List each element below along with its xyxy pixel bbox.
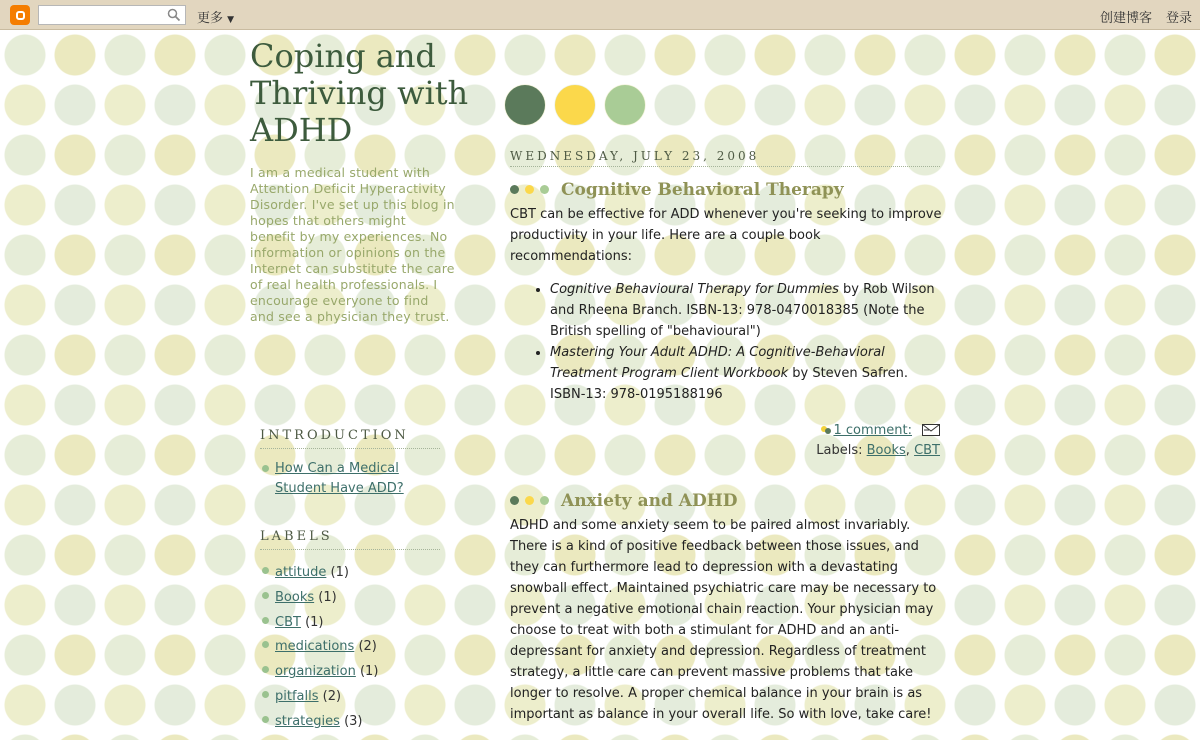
label-separator: ,: [905, 443, 910, 458]
label-count: (1): [318, 589, 337, 605]
book-details: by Rob Wilson and Rheena Branch. ISBN-13: 978-0470018385 (Note the British spelling of "behavioural"): [550, 282, 935, 339]
more-menu[interactable]: [197, 7, 234, 26]
blog-title[interactable]: Coping and Thriving with ADHD: [250, 37, 469, 149]
introduction-heading: INTRODUCTION: [260, 428, 440, 449]
label-count: (1): [359, 664, 379, 680]
label-link[interactable]: medications: [275, 639, 355, 655]
label-link[interactable]: strategies: [275, 713, 340, 729]
intro-link[interactable]: How Can a Medical Student Have ADD?: [275, 461, 404, 496]
book-details: by Steven Safren. ISBN-13: 978-0195188196: [550, 366, 908, 402]
labels-heading: LABELS: [260, 529, 440, 550]
email-post-icon[interactable]: [922, 424, 940, 436]
label-count: (2): [358, 639, 377, 655]
book-title: Cognitive Behavioural Therapy for Dummies: [550, 282, 839, 297]
post-title-link[interactable]: Cognitive Behavioral Therapy: [561, 180, 844, 200]
label-item: [260, 561, 450, 586]
post-body: ADHD and some anxiety seem to be paired almost invariably. There is a kind of positive feedback between those issues, and they can furthermore lead to depression with a devastating snowball effect. Maintained psychiatric care may be necessary to prevent a negative emotional chain reaction. Your physician may choose to treat with both a stimulant for ADHD and an anti-depressant for anxiety and depression. Regardless of treatment strategy, a little care can prevent massive problems that take longer to resolve. A proper chemical balance in your brain is as important as balance in your overall life. So with love, take care!: [510, 518, 937, 722]
login-link[interactable]: 登录: [1166, 11, 1193, 26]
book-item: [550, 279, 942, 342]
label-item: [260, 685, 450, 710]
caret-down-icon: ▼: [227, 15, 235, 25]
label-link[interactable]: Books: [275, 589, 315, 605]
post-title: [510, 490, 940, 511]
book-title: Mastering Your Adult ADHD: A Cognitive-Behavioral Treatment Program Client Workbook: [550, 345, 885, 381]
search-icon[interactable]: [167, 8, 181, 22]
label-item: [260, 710, 450, 735]
date-header: WEDNESDAY, JULY 23, 2008: [510, 149, 940, 167]
post-body: [510, 204, 942, 405]
post-label-link[interactable]: Books: [866, 443, 906, 458]
circle-light-icon: [605, 85, 645, 125]
introduction-list: [260, 459, 450, 499]
post-intro: CBT can be effective for ADD whenever you're seeking to improve productivity in your life. Here are a couple book recommendations:: [510, 207, 942, 264]
post-title-link[interactable]: Anxiety and ADHD: [561, 491, 738, 511]
search-input[interactable]: [43, 8, 167, 26]
label-item: [260, 660, 450, 685]
label-link[interactable]: CBT: [275, 614, 301, 630]
label-link[interactable]: pitfalls: [275, 688, 319, 704]
create-blog-link[interactable]: 创建博客: [1100, 11, 1153, 26]
circle-dark-icon: [505, 85, 545, 125]
navbar: [0, 0, 1200, 30]
labels-list: [260, 561, 450, 735]
label-item: [260, 635, 450, 660]
label-link[interactable]: attitude: [275, 565, 327, 580]
comments-link[interactable]: 1 comment:: [833, 423, 912, 438]
blog-description: I am a medical student with Attention Deficit Hyperactivity Disorder. I've set up this blog in hopes that others might benefit by my experiences. No information or opinions on the Internet can substitute the care of real health professionals. I encourage everyone to find and see a physician they trust.: [250, 165, 455, 324]
post-label-link[interactable]: CBT: [914, 443, 940, 458]
post-bullet-dots-icon: [510, 490, 555, 510]
book-item: [550, 342, 942, 405]
comment-icon: [821, 424, 831, 434]
post-bullet-dots-icon: [510, 179, 555, 199]
search-box[interactable]: [38, 5, 186, 25]
book-list: [510, 279, 942, 405]
label-count: (3): [344, 713, 363, 729]
labels-prefix: Labels:: [816, 443, 863, 458]
blogger-logo-icon[interactable]: [10, 5, 30, 25]
label-item: [260, 586, 450, 611]
circle-yellow-icon: [555, 85, 595, 125]
label-link[interactable]: organization: [275, 664, 356, 680]
label-count: (1): [305, 614, 324, 630]
label-count: (1): [330, 565, 349, 580]
label-item: [260, 611, 450, 636]
label-count: (2): [322, 688, 342, 704]
post-footer: [510, 421, 940, 461]
post-title: [510, 179, 940, 200]
list-item: [260, 459, 450, 499]
more-menu-label: 更多: [197, 11, 224, 26]
